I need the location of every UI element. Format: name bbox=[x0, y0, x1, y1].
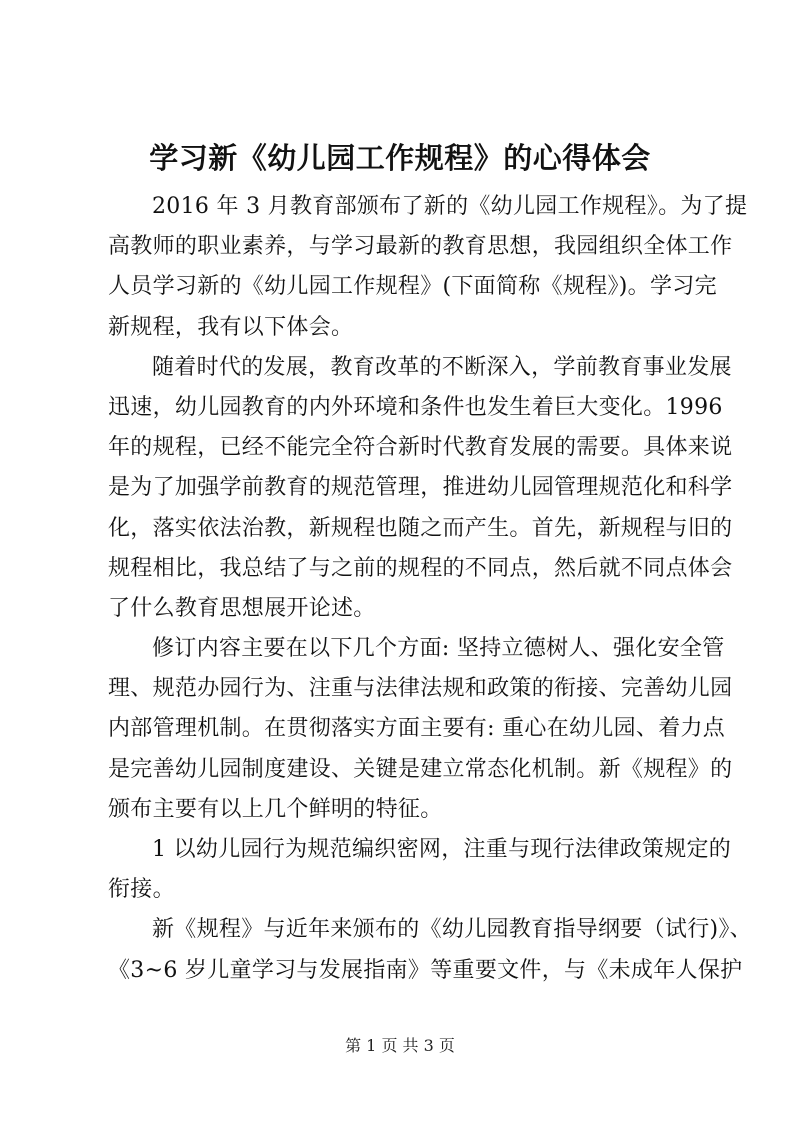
text-line: 理、规范办园行为、注重与法律法规和政策的衔接、完善幼儿园 bbox=[108, 676, 733, 702]
document-body bbox=[108, 187, 752, 991]
page-title: 学习新《幼儿园工作规程》的心得体会 bbox=[149, 141, 651, 175]
text-line: 衔接。 bbox=[108, 877, 175, 903]
text-line: 人员学习新的《幼儿园工作规程》(下面简称《规程》)。学习完 bbox=[108, 274, 717, 300]
text-line: 规程相比，我总结了与之前的规程的不同点，然后就不同点体会 bbox=[108, 555, 733, 581]
text-line: 内部管理机制。在贯彻落实方面主要有: 重心在幼儿园、着力点 bbox=[108, 716, 726, 742]
text-line: 随着时代的发展，教育改革的不断深入，学前教育事业发展 bbox=[152, 354, 732, 380]
text-line: 2016 年 3 月教育部颁布了新的《幼儿园工作规程》。为了提 bbox=[152, 194, 748, 219]
text-line: 化，落实依法治教，新规程也随之而产生。首先，新规程与旧的 bbox=[108, 515, 733, 541]
text-line: 高教师的职业素养，与学习最新的教育思想，我园组织全体工作 bbox=[108, 234, 733, 260]
page-number-footer: 第 1 页 共 3 页 bbox=[345, 1036, 455, 1055]
text-line: 是完善幼儿园制度建设、关键是建立常态化机制。新《规程》的 bbox=[108, 756, 733, 782]
text-line: 新《规程》与近年来颁布的《幼儿园教育指导纲要（试行)》、 bbox=[152, 917, 752, 943]
text-line: 修订内容主要在以下几个方面: 坚持立德树人、强化安全管 bbox=[152, 636, 725, 662]
text-line: 年的规程，已经不能完全符合新时代教育发展的需要。具体来说 bbox=[108, 435, 733, 461]
text-line: 新规程，我有以下体会。 bbox=[108, 314, 354, 340]
text-line: 了什么教育思想展开论述。 bbox=[108, 595, 376, 621]
text-line: 1 以幼儿园行为规范编织密网，注重与现行法律政策规定的 bbox=[152, 837, 732, 862]
text-line: 迅速，幼儿园教育的内外环境和条件也发生着巨大变化。1996 bbox=[108, 394, 723, 420]
text-line: 《3~6 岁儿童学习与发展指南》等重要文件，与《未成年人保护 bbox=[108, 957, 743, 983]
text-line: 是为了加强学前教育的规范管理，推进幼儿园管理规范化和科学 bbox=[108, 475, 733, 501]
text-line: 颁布主要有以上几个鲜明的特征。 bbox=[108, 796, 443, 822]
